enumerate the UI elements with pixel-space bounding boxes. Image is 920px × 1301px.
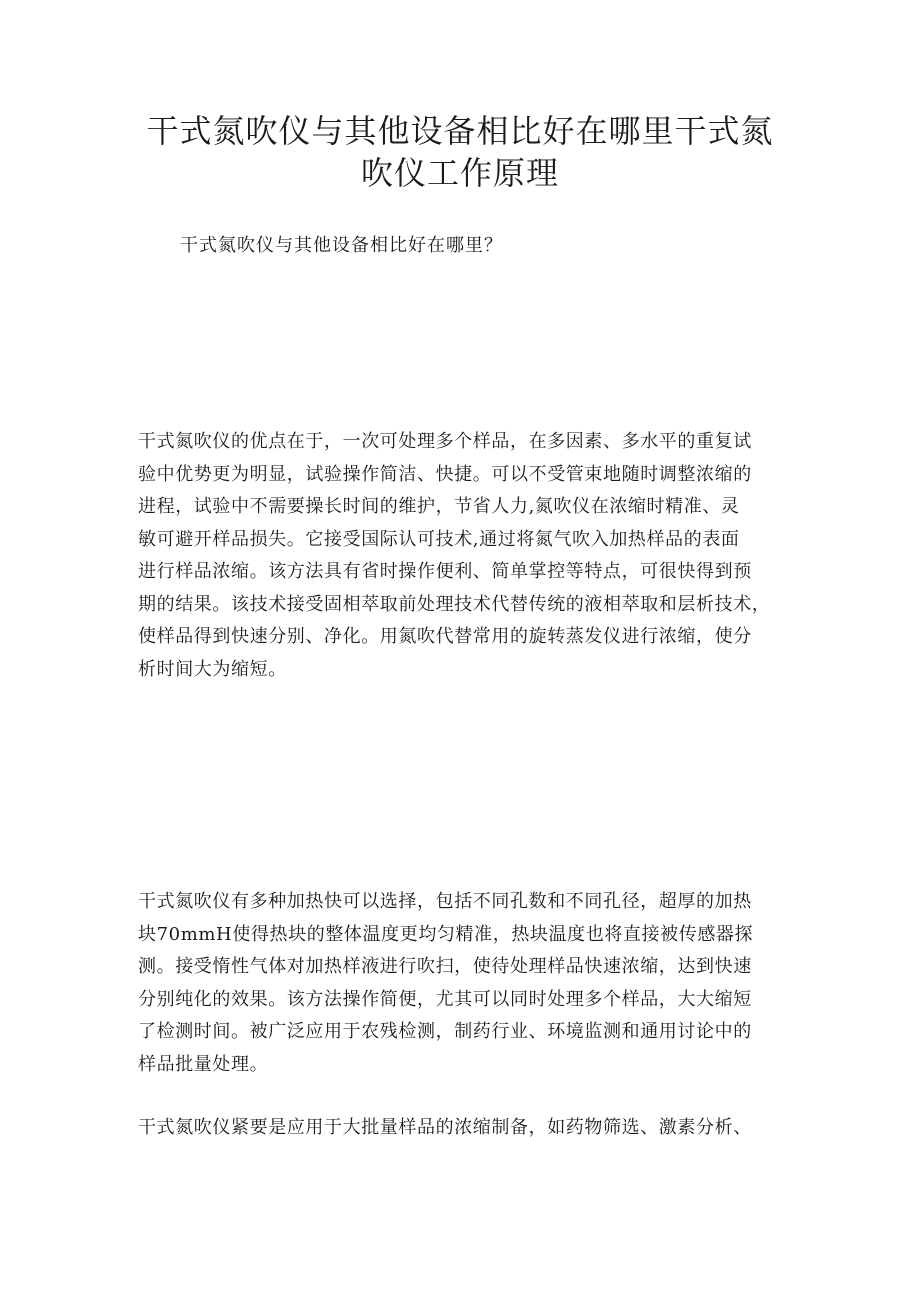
paragraph-line: 块70mmH使得热块的整体温度更均匀精准，热块温度也将直接被传感器探	[138, 923, 754, 945]
title-line-2: 吹仪工作原理	[360, 154, 559, 192]
paragraph-heating-blocks	[138, 886, 798, 1081]
paragraph-line: 敏可避开样品损失。它接受国际认可技术,通过将氮气吹入加热样品的表面	[138, 528, 740, 550]
paragraph-line: 样品批量处理。	[138, 1053, 269, 1075]
paragraph-line: 了检测时间。被广泛应用于农残检测，制药行业、环境监测和通用讨论中的	[138, 1021, 752, 1042]
paragraph-line: 干式氮吹仪的优点在于，一次可处理多个样品，在多因素、多水平的重复试	[138, 431, 752, 452]
paragraph-line: 进程，试验中不需要操长时间的维护，节省人力,氮吹仪在浓缩时精准、灵	[138, 496, 740, 517]
document-title	[130, 110, 790, 194]
section-question: 干式氮吹仪与其他设备相比好在哪里？	[180, 235, 503, 256]
paragraph-advantages	[138, 426, 798, 686]
paragraph-line: 干式氮吹仪有多种加热快可以选择，包括不同孔数和不同孔径，超厚的加热	[138, 891, 752, 912]
paragraph-line: 进行样品浓缩。该方法具有省时操作便利、简单掌控等特点，可很快得到预	[138, 561, 752, 582]
paragraph-applications	[138, 1112, 798, 1145]
title-line-1: 干式氮吹仪与其他设备相比好在哪里干式氮	[146, 112, 774, 150]
paragraph-line: 测。接受惰性气体对加热样液进行吹扫，使待处理样品快速浓缩，达到快速	[138, 956, 752, 977]
paragraph-line: 干式氮吹仪紧要是应用于大批量样品的浓缩制备，如药物筛选、激素分析、	[138, 1117, 752, 1138]
paragraph-line: 期的结果。该技术接受固相萃取前处理技术代替传统的液相萃取和层析技术，	[138, 593, 771, 615]
paragraph-line: 使样品得到快速分别、净化。用氮吹代替常用的旋转蒸发仪进行浓缩，使分	[138, 626, 752, 647]
paragraph-line: 析时间大为缩短。	[138, 658, 287, 680]
paragraph-line: 分别纯化的效果。该方法操作简便，尤其可以同时处理多个样品，大大缩短	[138, 988, 752, 1010]
paragraph-line: 验中优势更为明显，试验操作简洁、快捷。可以不受管束地随时调整浓缩的	[138, 463, 752, 485]
